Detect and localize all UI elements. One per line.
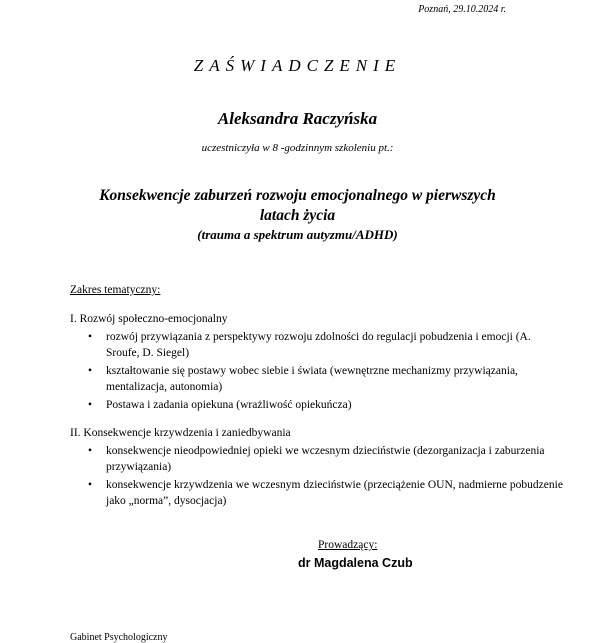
- course-subtitle: (trauma a spektrum autyzmu/ADHD): [197, 227, 398, 242]
- section-title: I. Rozwój społeczno-emocjonalny: [70, 313, 228, 325]
- leader-label: Prowadzący:: [318, 539, 378, 551]
- document-title: ZAŚWIADCZENIE: [193, 56, 402, 75]
- course-title-line-1: Konsekwencje zaburzeń rozwoju emocjonalnego w pierwszych: [99, 187, 496, 204]
- course-title: [0, 186, 595, 226]
- bullet-icon: •: [88, 399, 93, 411]
- place-date: Poznań, 29.10.2024 r.: [418, 4, 506, 15]
- section-items-list: [70, 329, 566, 415]
- bullet-icon: •: [88, 479, 93, 491]
- bullet-icon: •: [88, 365, 93, 377]
- participation-statement: uczestniczyła w 8 -godzinnym szkoleniu pt.:: [201, 142, 394, 154]
- list-item: • konsekwencje krzywdzenia we wczesnym dzieciństwie (przeciążenie OUN, nadmierne pobudzenie jako „norma”, dysocjacja): [88, 479, 563, 507]
- leader-name: dr Magdalena Czub: [298, 556, 413, 570]
- list-item: • kształtowanie się postawy wobec siebie i świata (wewnętrzne mechanizmy przywiązania, mentalizacja, autonomia): [88, 365, 518, 393]
- course-title-line-2: latach życia: [259, 207, 336, 224]
- list-item: • Postawa i zadania opiekuna (wrażliwość opiekuńcza): [88, 399, 352, 411]
- footer-text: Gabinet Psychologiczny: [70, 632, 168, 643]
- participant-name: Aleksandra Raczyńska: [217, 109, 378, 128]
- bullet-icon: •: [88, 445, 93, 457]
- list-item: • rozwój przywiązania z perspektywy rozwoju zdolności do regulacji pobudzenia i emocji (A. Sroufe, D. Siegel): [88, 331, 531, 359]
- bullet-icon: •: [88, 331, 93, 343]
- section-title: II. Konsekwencje krzywdzenia i zaniedbywania: [70, 427, 291, 439]
- scope-heading: Zakres tematyczny:: [70, 284, 161, 296]
- section-items-list: [70, 443, 566, 511]
- list-item: • konsekwencje nieodpowiedniej opieki we wczesnym dzieciństwie (dezorganizacja i zaburzenia przywiązania): [88, 445, 545, 473]
